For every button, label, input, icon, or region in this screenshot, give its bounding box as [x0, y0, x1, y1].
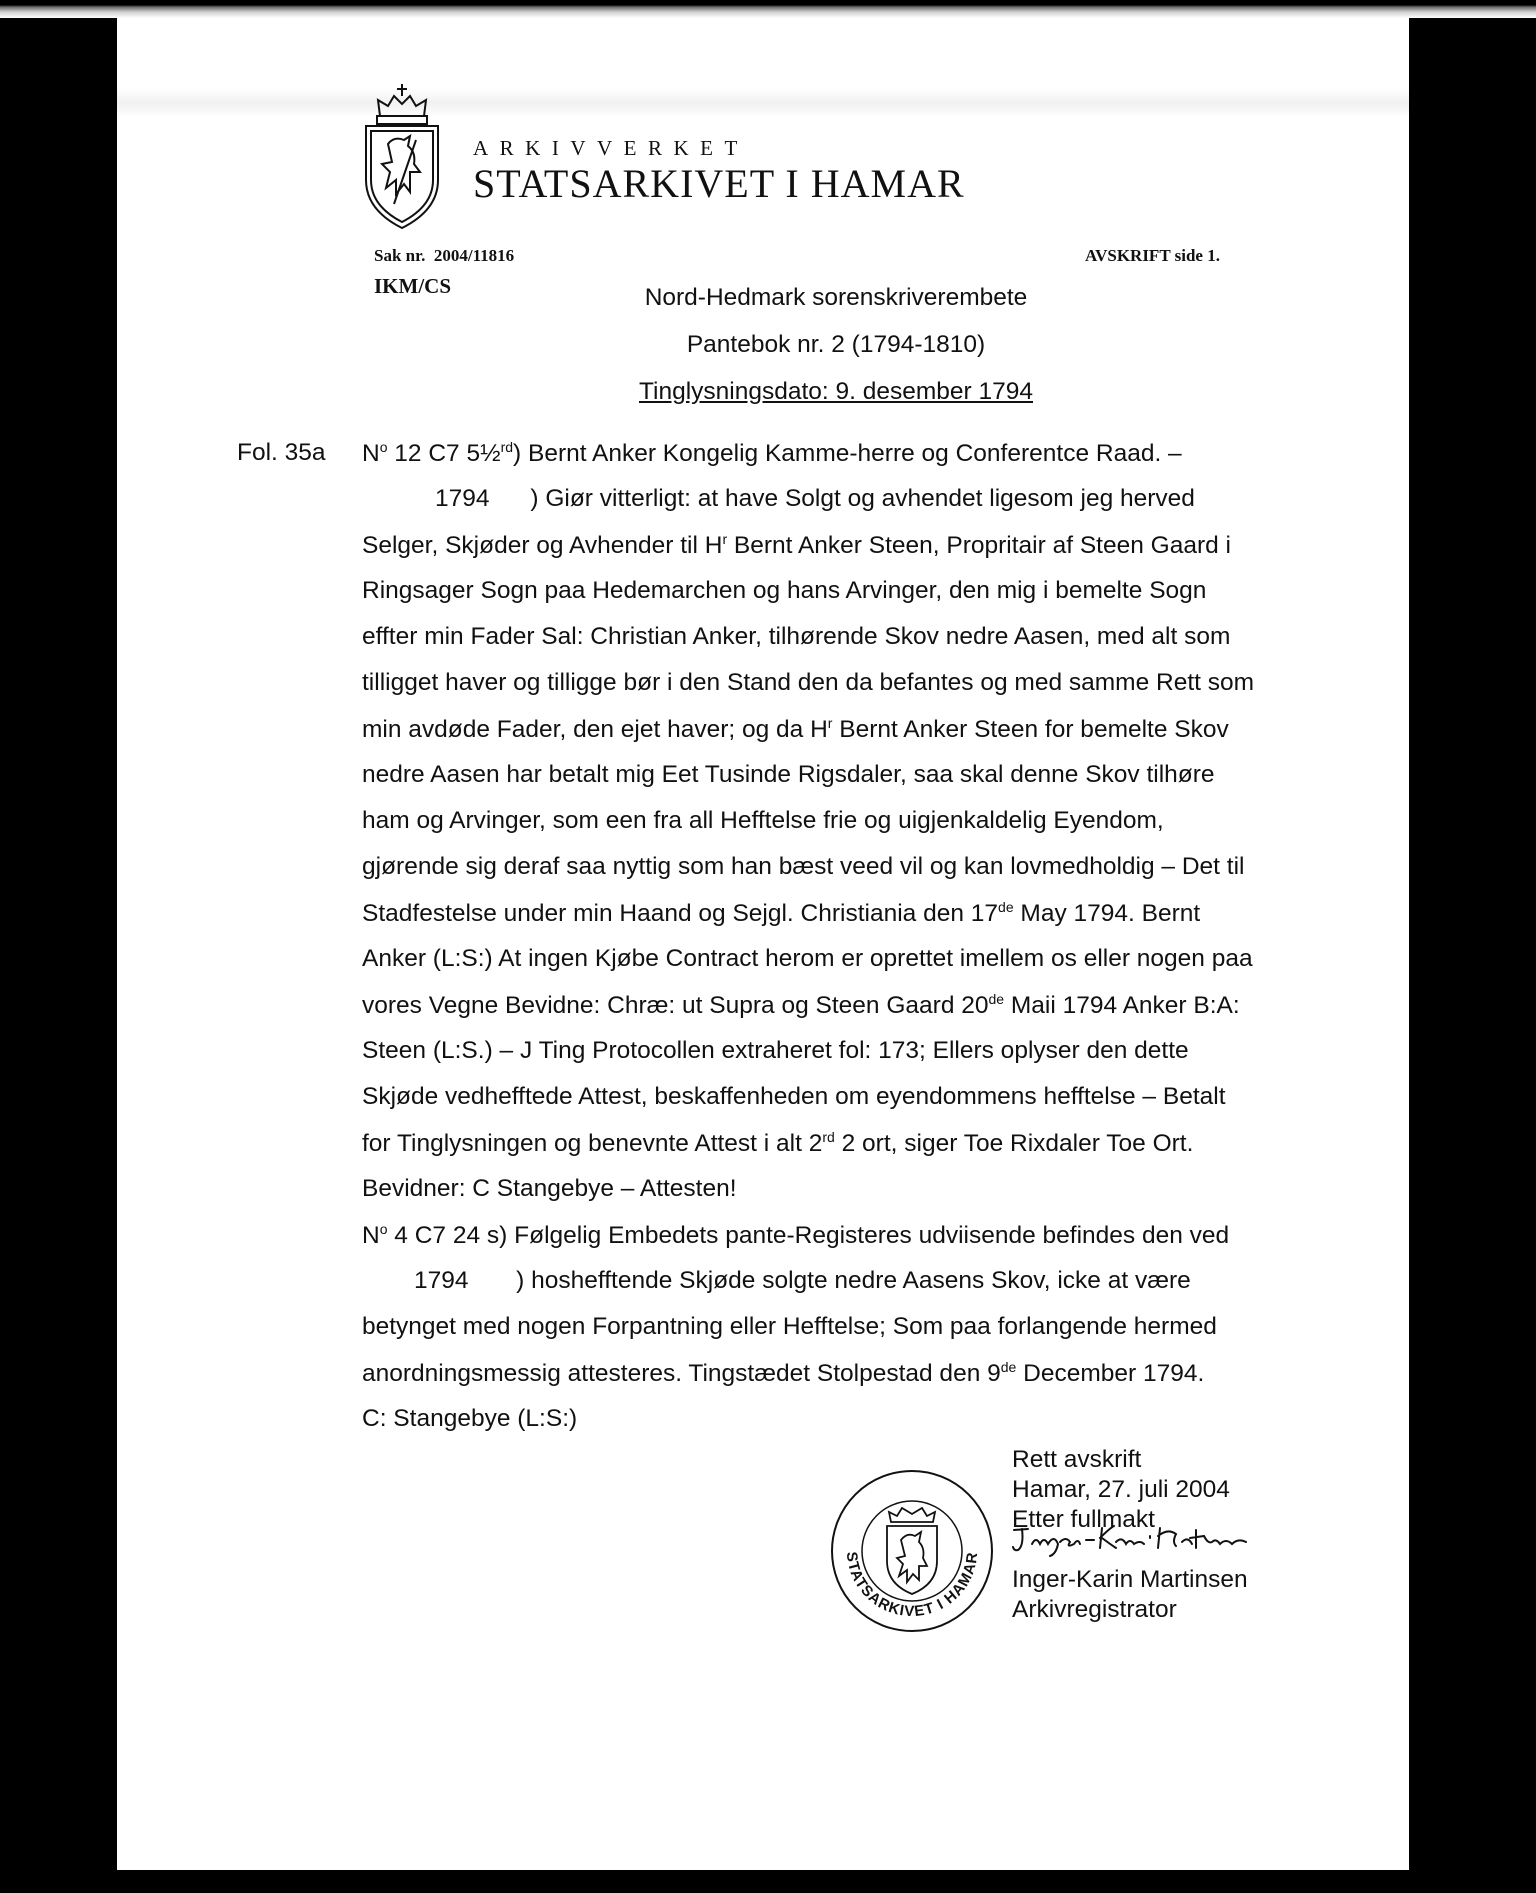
case-reference: IKM/CS: [374, 274, 452, 298]
scan-band: [117, 88, 1409, 118]
attestation-place-date: Hamar, 27. juli 2004: [1012, 1476, 1230, 1503]
book-title: Pantebok nr. 2 (1794-1810): [686, 331, 986, 358]
text-line: Ringsager Sogn paa Hedemarchen og hans Arvinger, den mig i bemelte Sogn: [362, 577, 1207, 604]
handwritten-signature: [1010, 1520, 1250, 1562]
archive-name: STATSARKIVET I HAMAR: [473, 161, 965, 206]
coat-of-arms-icon: [360, 80, 445, 232]
text-line: Stadfestelse under min Haand og Sejgl. Christiania den 17de May 1794. Bernt: [362, 899, 1201, 928]
signatory-name: Inger-Karin Martinsen: [1012, 1566, 1248, 1593]
archive-stamp-icon: [827, 1466, 997, 1636]
text-line: $N^o$ 4 C7 24 s) Følgelig Embedets pante-Registeres udviisende befindes den ved: [362, 1221, 1230, 1250]
text-line: 1794 ) hoshefftende Skjøde solgte nedre Aasens Skov, icke at være: [414, 1267, 1191, 1294]
text-line: betynget med nogen Forpantning eller Hefftelse; Som paa forlangende hermed: [362, 1313, 1217, 1340]
text-line: Steen (L:S.) – J Ting Protocollen extraheret fol: 173; Ellers oplyser den dette: [362, 1037, 1189, 1064]
text-line: tilligget haver og tilligge bør i den Stand den da befantes og med samme Rett som: [362, 669, 1255, 696]
text-line: ham og Arvinger, som een fra all Hefftelse frie og uigjenkaldelig Eyendom,: [362, 807, 1164, 834]
text-line: $N^o$ 12 C7 5½$^{rd}$) Bernt Anker Kongelig Kamme-herre og Conferentce Raad. –: [362, 439, 1182, 468]
signatory-role: Arkivregistrator: [1012, 1596, 1177, 1623]
court-name: Nord-Hedmark sorenskriverembete: [644, 284, 1028, 311]
text-line: Anker (L:S:) At ingen Kjøbe Contract herom er oprettet imellem os eller nogen paa: [362, 945, 1253, 972]
text-line: Selger, Skjøder og Avhender til $H^r$ Bernt Anker Steen, Propritair af Steen Gaard i: [362, 531, 1232, 560]
text-line: Skjøde vedhefftede Attest, beskaffenheden om eyendommens hefftelse – Betalt: [362, 1083, 1226, 1110]
text-line: effter min Fader Sal: Christian Anker, tilhørende Skov nedre Aasen, med alt som: [362, 623, 1231, 650]
document-page: [117, 18, 1409, 1870]
svg-text:STATSARKIVET I HAMAR: STATSARKIVET I HAMAR: [842, 1550, 982, 1621]
text-line: min avdøde Fader, den ejet haver; og da $H^r$ Bernt Anker Steen for bemelte Skov: [362, 715, 1229, 744]
text-line: C: Stangebye (L:S:): [362, 1405, 578, 1432]
text-line: gjørende sig deraf saa nyttig som han bæst veed vil og kan lovmedholdig – Det til: [362, 853, 1245, 880]
text-line: anordningsmessig attesteres. Tingstædet Stolpestad den 9de December 1794.: [362, 1359, 1205, 1388]
case-number: Sak nr. 2004/11816: [374, 246, 515, 265]
text-line: nedre Aasen har betalt mig Eet Tusinde Rigsdaler, saa skal denne Skov tilhøre: [362, 761, 1215, 788]
text-line: 1794 ) Giør vitterligt: at have Solgt og avhendet ligesom jeg herved: [435, 485, 1195, 512]
folio-number: Fol. 35a: [237, 439, 326, 466]
text-line: vores Vegne Bevidne: Chræ: ut Supra og Steen Gaard 20de Maii 1794 Anker B:A:: [362, 991, 1240, 1020]
institution-name: ARKIVVERKET: [473, 136, 749, 160]
text-line: for Tinglysningen og benevnte Attest i alt 2rd 2 ort, siger Toe Rixdaler Toe Ort.: [362, 1129, 1194, 1158]
copy-page-label: AVSKRIFT side 1.: [1085, 246, 1220, 265]
text-line: Bevidner: C Stangebye – Attesten!: [362, 1175, 737, 1202]
scan-top-edge: [0, 0, 1536, 18]
attestation-line-1: Rett avskrift: [1012, 1446, 1142, 1473]
attestation-authority: Etter fullmakt: [1012, 1506, 1155, 1533]
registration-date: Tinglysningsdato: 9. desember 1794: [638, 378, 1034, 405]
